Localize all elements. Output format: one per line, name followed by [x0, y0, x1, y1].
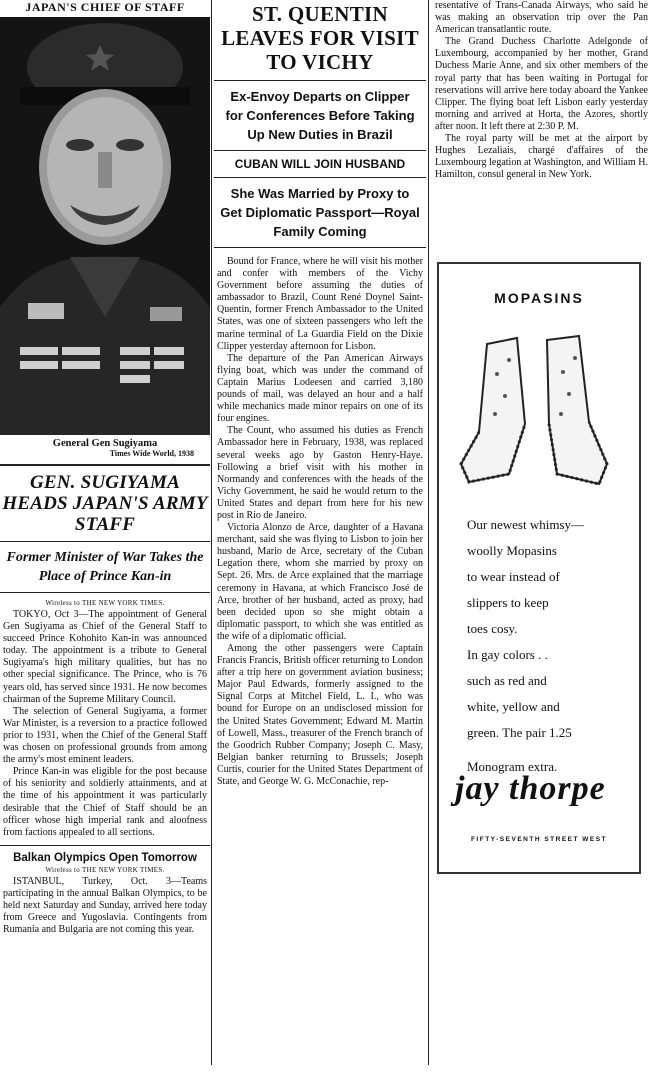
ad-title: MOPASINS — [494, 290, 584, 306]
left-column — [0, 0, 210, 936]
article-body-st-quentin — [217, 256, 423, 788]
divider — [0, 541, 210, 542]
article-body-balkan — [3, 876, 207, 936]
ad-line: In gay colors . . — [467, 647, 548, 662]
headline-st-quentin: ST. QUENTIN LEAVES FOR VISIT TO VICHY — [221, 2, 419, 74]
store-logo: jay thorpe — [455, 770, 606, 807]
ad-copy — [467, 512, 639, 780]
headline-sugiyama: GEN. SUGIYAMA HEADS JAPAN'S ARMY STAFF — [2, 472, 208, 535]
paragraph: Bound for France, where he will visit his mother and confer with members of the Vichy Government before assuming the duties of ambassador to Brazil, Count René Doynel Saint-Quentin, former French Ambassador to the United States, was one of sixteen passengers who left the marine terminal of La Guardia Field on the Dixie Clipper yesterday afternoon for Lisbon. — [217, 256, 423, 352]
ad-line: toes cosy. — [467, 621, 518, 636]
paragraph: ISTANBUL, Turkey, Oct. 3—Teams participating in the annual Balkan Olympics, to be held next Saturday and Sunday, arrived here today from Greece and Yugoslavia. Contingents from Rumania and Bulgaria are not coming this year. — [3, 875, 207, 936]
paragraph: The departure of the Pan American Airways flying boat, which was under the command of Captain Marius Lodeesen and carried 3,180 pounds of mail, was delayed an hour and a half while mechanics made minor repairs on one of its four engines. — [217, 352, 423, 425]
portrait-photo — [0, 17, 210, 435]
soldier-portrait-image — [0, 17, 210, 435]
column-rule-left — [211, 0, 212, 1065]
paragraph: Among the other passengers were Captain Francis Francis, British officer returning to London after a trip here on government aviation business; Major Paul Edwards, formerly assigned to the Signal Corps at Mitchel Field, L. I., who was bound for Europe on an undisclosed mission for the United States Government; Edward M. Martin of Lowell, Mass., treasurer of the French branch of the Goodrich Rubber Company; Joseph C. Masy, Belgian banker returning to Brussels; Joseph Curtis, courier for the United States Department of State, and George W. G. McConachie, rep- — [217, 643, 423, 788]
photo-kicker: JAPAN'S CHIEF OF STAFF — [25, 0, 185, 14]
divider — [0, 592, 210, 593]
deck-sugiyama: Former Minister of War Takes the Place of Prince Kan-in — [6, 550, 204, 584]
paragraph: Prince Kan-in was eligible for the post because of his seniority and soldierly attainments, and at the time of his appointment it was particularly desirable that the Chief of Staff should be an officer whose high imperial rank and aloofness from factions appealed to all sections. — [3, 766, 207, 838]
mopasins-advertisement — [437, 262, 641, 874]
divider — [214, 247, 426, 248]
paragraph: The selection of General Sugiyama, a former War Minister, is a reversion to a practice followed prior to 1931, when the Chief of the General Staff was chosen on professional grounds from among the army's most eminent leaders. — [3, 705, 207, 766]
headline-balkan: Balkan Olympics Open Tomorrow — [13, 851, 197, 864]
divider — [214, 80, 426, 81]
dateline: Wireless to THE NEW YORK TIMES. — [45, 865, 165, 874]
ad-line: to wear instead of — [467, 569, 560, 584]
paragraph: resentative of Trans-Canada Airways, who said he was making an observation trip over the Pan American transatlantic route. — [435, 0, 648, 36]
deck-cuban: CUBAN WILL JOIN HUSBAND — [234, 157, 406, 171]
slippers-illustration — [439, 314, 639, 504]
store-address: FIFTY-SEVENTH STREET WEST — [470, 836, 608, 843]
ad-line: Monogram extra. — [467, 759, 558, 774]
ad-line: slippers to keep — [467, 595, 549, 610]
ad-line: Our newest whimsy— — [467, 517, 584, 532]
ad-line: woolly Mopasins — [467, 543, 557, 558]
paragraph: The royal party will be met at the airport by Hughes Lezaliais, chargé d'affaires of the Luxembourg legation at Washington, and William H. Hamilton, consul general in New York. — [435, 133, 648, 181]
paragraph: The Count, who assumed his duties as French Ambassador here in February, 1938, was replaced several weeks ago by Gaston Henry-Haye. Following a brief visit with his mother in Normandy and conferences with the heads of the Vichy Government, he said he would return to the United States and depart from here for his new post in Rio de Janeiro. — [217, 425, 423, 521]
deck-proxy: She Was Married by Proxy to Get Diplomatic Passport—Royal Family Coming — [220, 186, 420, 239]
ad-line: white, yellow and — [467, 699, 560, 714]
dateline: Wireless to THE NEW YORK TIMES. — [45, 599, 165, 607]
article-body-continued — [435, 0, 648, 181]
divider — [214, 150, 426, 151]
article-body-sugiyama — [3, 609, 207, 839]
divider — [214, 177, 426, 178]
column-rule-right — [428, 0, 429, 1065]
divider — [0, 464, 210, 466]
ad-price-line: green. The pair 1.25 — [467, 725, 572, 740]
photo-credit: Times Wide World, 1938 — [109, 449, 194, 458]
photo-caption: General Gen Sugiyama — [52, 438, 158, 449]
paragraph: TOKYO, Oct 3—The appointment of General Gen Sugiyama as Chief of the General Staff to succeed Prince Kohohito Kan-in was announced today. The appointment is a tribute to General Sugiyama's high military qualities, but has no other special significance. The Prince, who is 76 years old, has served since 1931. He now becomes chairman of the Supreme Military Council. — [3, 609, 207, 705]
divider — [0, 845, 210, 846]
right-column — [432, 0, 651, 181]
paragraph: Victoria Alonzo de Arce, daughter of a Havana merchant, said she was flying to Lisbon to join her husband, Mario de Arce, secretary of the Cuban Legation there, whom she married by proxy on Sept. 26. Mrs. de Arce explained that the marriage ceremony in Havana, at which Francisco José de Arce, brother of her husband, acted as proxy, had been decided upon so she might obtain a diplomatic passport, to which she was entitled as the wife of a diplomatic official. — [217, 522, 423, 642]
paragraph: The Grand Duchess Charlotte Adelgonde of Luxembourg, accompanied by her mother, Grand Duchess Marie Anne, and six other members of the royal party that has been waiting in Portugal for reservations will arrive here today aboard the Yankee Clipper. The flying boat left Lisbon early yesterday morning and arrived at Horta, the Azores, shortly after noon. It left there at 2:30 P. M. — [435, 36, 648, 132]
ad-line: such as red and — [467, 673, 547, 688]
deck-clipper: Ex-Envoy Departs on Clipper for Conferences Before Taking Up New Duties in Brazil — [225, 89, 415, 142]
middle-column — [214, 0, 426, 788]
